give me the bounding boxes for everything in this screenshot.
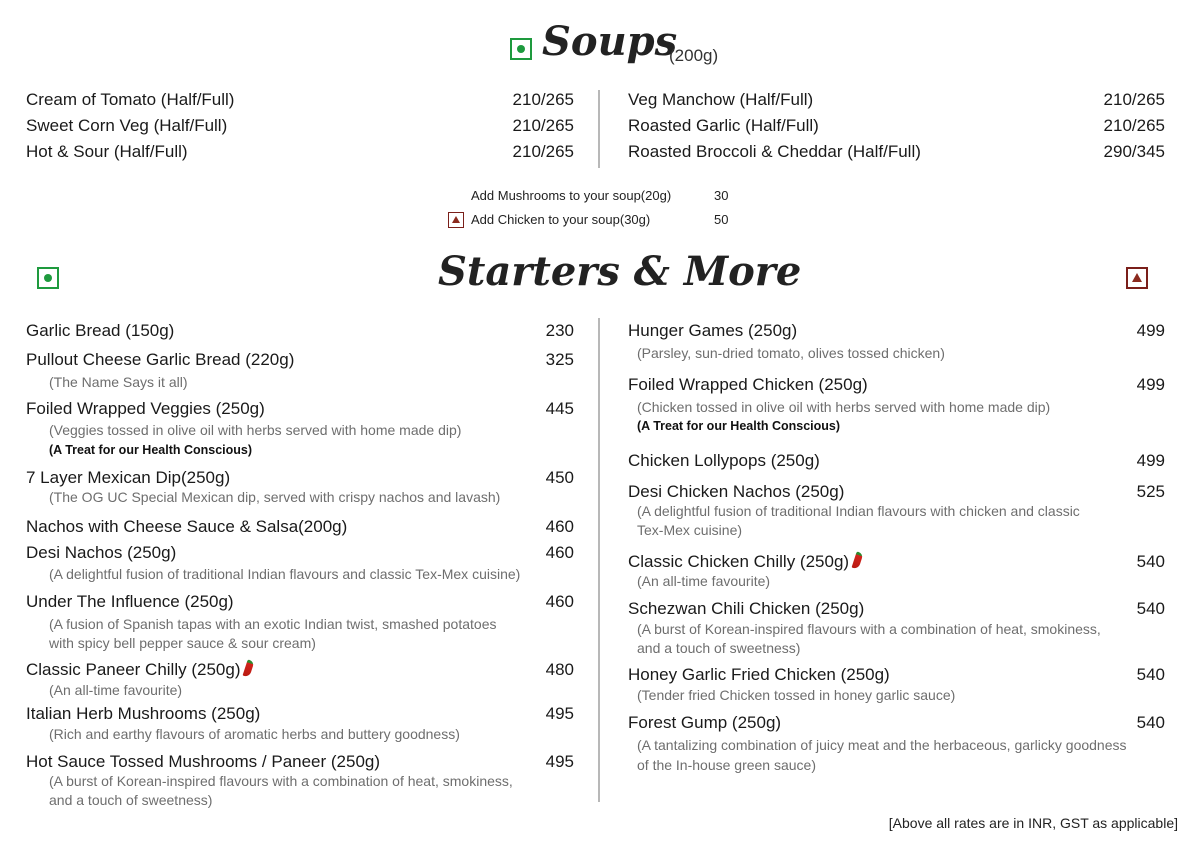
item-description: (Parsley, sun-dried tomato, olives tossed chicken) (637, 345, 945, 361)
menu-item (26, 116, 574, 136)
veg-icon (37, 267, 59, 289)
item-name: Cream of Tomato (Half/Full) (26, 90, 235, 109)
item-price: 480 (545, 660, 574, 679)
item-name: Garlic Bread (150g) (26, 321, 175, 340)
item-name: Italian Herb Mushrooms (250g) (26, 704, 261, 723)
item-description: with spicy bell pepper sauce & sour cream) (49, 635, 316, 651)
menu-item (628, 451, 1165, 471)
starters-title: Starters & More (438, 248, 802, 295)
item-note: (A Treat for our Health Conscious) (637, 419, 841, 433)
item-price: 210/265 (512, 116, 574, 135)
item-price: 210/265 (1103, 116, 1165, 135)
item-description: and a touch of sweetness) (637, 640, 801, 656)
item-name: Sweet Corn Veg (Half/Full) (26, 116, 228, 135)
item-description: (An all-time favourite) (637, 573, 771, 589)
soups-title: Soups (542, 18, 678, 65)
item-description: (A delightful fusion of traditional Indian flavours and classic Tex-Mex cuisine) (49, 566, 521, 582)
item-description: (A tantalizing combination of juicy meat and the herbaceous, garlicky goodness (637, 737, 1127, 753)
menu-item (26, 399, 574, 419)
item-price: 230 (545, 321, 574, 340)
item-price: 450 (545, 468, 574, 487)
menu-item (628, 90, 1165, 110)
item-price: 325 (545, 350, 574, 369)
chili-icon (243, 659, 255, 677)
item-name: Roasted Garlic (Half/Full) (628, 116, 819, 135)
menu-item (26, 350, 574, 370)
menu-item (26, 592, 574, 612)
item-price: 445 (545, 399, 574, 418)
item-description: (Tender fried Chicken tossed in honey garlic sauce) (637, 687, 956, 703)
menu-item (628, 321, 1165, 341)
menu-item (26, 142, 574, 162)
item-name: Hunger Games (250g) (628, 321, 798, 340)
menu-item (628, 482, 1165, 502)
item-price: 210/265 (512, 142, 574, 161)
item-name: Honey Garlic Fried Chicken (250g) (628, 665, 890, 684)
item-price: 499 (1136, 451, 1165, 470)
item-description: (The Name Says it all) (49, 374, 188, 390)
item-description: (A fusion of Spanish tapas with an exotic Indian twist, smashed potatoes (49, 616, 497, 632)
item-price: 540 (1136, 599, 1165, 618)
item-name-text: Classic Paneer Chilly (250g) (26, 660, 241, 679)
item-description: Tex-Mex cuisine) (637, 522, 743, 538)
item-name: Hot Sauce Tossed Mushrooms / Paneer (250g) (26, 752, 381, 771)
item-description: (Chicken tossed in olive oil with herbs served with home made dip) (637, 399, 1051, 415)
menu-item (26, 321, 574, 341)
item-name: Roasted Broccoli & Cheddar (Half/Full) (628, 142, 921, 161)
column-divider (598, 90, 600, 168)
addon-price: 30 (714, 188, 729, 203)
menu-item (26, 660, 574, 680)
menu-item (628, 116, 1165, 136)
item-price: 495 (545, 704, 574, 723)
item-description: of the In-house green sauce) (637, 757, 817, 773)
menu-item (26, 543, 574, 563)
item-description: (Rich and earthy flavours of aromatic herbs and buttery goodness) (49, 726, 460, 742)
veg-icon (510, 38, 532, 60)
item-price: 540 (1136, 552, 1165, 571)
item-description: (A delightful fusion of traditional Indian flavours with chicken and classic (637, 503, 1080, 519)
item-name (628, 552, 861, 572)
item-price: 210/265 (512, 90, 574, 109)
item-description: (A burst of Korean-inspired flavours with a combination of heat, smokiness, (49, 773, 513, 789)
item-price: 540 (1136, 665, 1165, 684)
addon-name: Add Mushrooms to your soup(20g) (471, 188, 672, 203)
menu-item (26, 468, 574, 488)
item-price: 540 (1136, 713, 1165, 732)
menu-item (628, 375, 1165, 395)
item-name: Schezwan Chili Chicken (250g) (628, 599, 865, 618)
item-price: 525 (1136, 482, 1165, 501)
item-description: and a touch of sweetness) (49, 792, 213, 808)
item-price: 460 (545, 543, 574, 562)
item-name: Chicken Lollypops (250g) (628, 451, 820, 470)
menu-item (628, 552, 1165, 572)
item-description: (A burst of Korean-inspired flavours with a combination of heat, smokiness, (637, 621, 1101, 637)
column-divider (598, 318, 600, 802)
item-description: (Veggies tossed in olive oil with herbs served with home made dip) (49, 422, 462, 438)
item-name-text: Classic Chicken Chilly (250g) (628, 552, 850, 571)
item-name: Nachos with Cheese Sauce & Salsa(200g) (26, 517, 348, 536)
item-name: Pullout Cheese Garlic Bread (220g) (26, 350, 295, 369)
item-name: 7 Layer Mexican Dip(250g) (26, 468, 231, 487)
item-price: 499 (1136, 375, 1165, 394)
menu-item (628, 713, 1165, 733)
item-name: Foiled Wrapped Veggies (250g) (26, 399, 265, 418)
item-price: 499 (1136, 321, 1165, 340)
soups-weight: (200g) (669, 46, 719, 65)
menu-item (26, 517, 574, 537)
addon-name: Add Chicken to your soup(30g) (471, 212, 651, 227)
item-name: Desi Chicken Nachos (250g) (628, 482, 845, 501)
item-description: (An all-time favourite) (49, 682, 183, 698)
item-price: 460 (545, 592, 574, 611)
item-price: 290/345 (1103, 142, 1165, 161)
non-veg-icon (448, 212, 464, 228)
item-price: 210/265 (1103, 90, 1165, 109)
item-name: Veg Manchow (Half/Full) (628, 90, 814, 109)
menu-item (26, 90, 574, 110)
item-name (26, 660, 252, 680)
item-name: Foiled Wrapped Chicken (250g) (628, 375, 868, 394)
item-price: 460 (545, 517, 574, 536)
item-name: Under The Influence (250g) (26, 592, 234, 611)
menu-item (628, 599, 1165, 619)
addon-price: 50 (714, 212, 729, 227)
menu-item (628, 665, 1165, 685)
menu-item (628, 142, 1165, 162)
menu-item (26, 752, 574, 772)
item-price: 495 (545, 752, 574, 771)
item-name: Forest Gump (250g) (628, 713, 782, 732)
non-veg-icon (1126, 267, 1148, 289)
item-description: (The OG UC Special Mexican dip, served with crispy nachos and lavash) (49, 489, 501, 505)
item-note: (A Treat for our Health Conscious) (49, 443, 253, 457)
menu-item (26, 704, 574, 724)
item-name: Desi Nachos (250g) (26, 543, 177, 562)
chili-icon (852, 551, 864, 569)
item-name: Hot & Sour (Half/Full) (26, 142, 188, 161)
tax-disclaimer: [Above all rates are in INR, GST as applicable] (888, 815, 1178, 831)
